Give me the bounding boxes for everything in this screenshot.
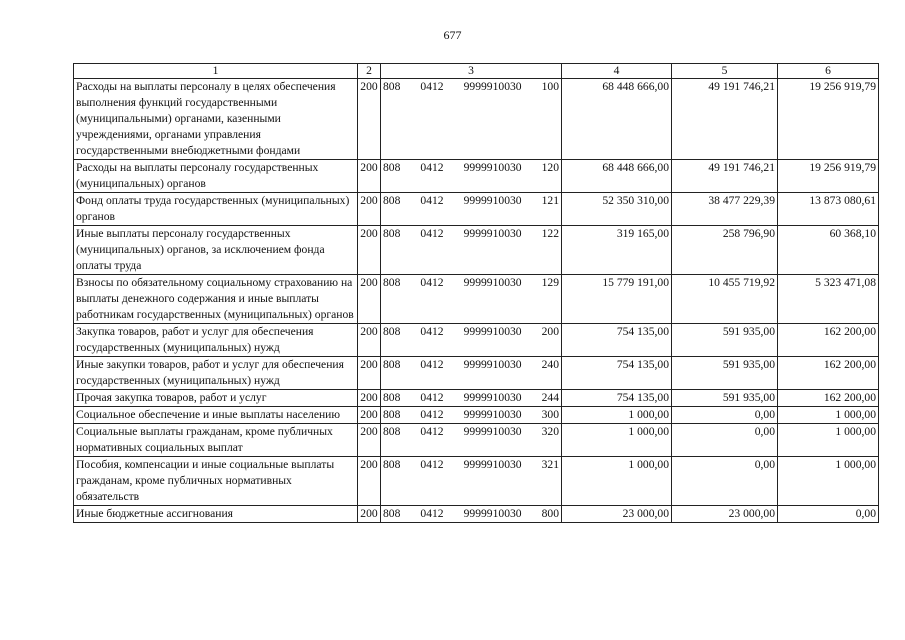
row-value-col5: 23 000,00: [672, 506, 778, 523]
table-row: [74, 160, 879, 193]
table-row: [74, 79, 879, 160]
expense-type-code: 121: [541, 194, 559, 207]
row-value-col4: 754 135,00: [562, 390, 672, 407]
ved-code: 808: [383, 507, 401, 520]
row-value-col5: 591 935,00: [672, 390, 778, 407]
section-code: 0412: [420, 358, 444, 371]
budget-table: [73, 63, 879, 523]
expense-type-code: 129: [541, 276, 559, 289]
expense-type-code: 244: [541, 391, 559, 404]
row-description: Прочая закупка товаров, работ и услуг: [74, 390, 358, 407]
row-value-col5: 0,00: [672, 424, 778, 457]
row-budget-classification: [381, 193, 562, 226]
row-description: Расходы на выплаты персоналу в целях обеспечения выполнения функций государственными (муниципальными) органами, казенными учреждениями, органами управления государственными внебюджетными фондами: [74, 79, 358, 160]
row-code-200: 200: [358, 226, 381, 275]
ved-code: 808: [383, 276, 401, 289]
ved-code: 808: [383, 325, 401, 338]
row-budget-classification: [381, 79, 562, 160]
table-row: [74, 193, 879, 226]
ved-code: 808: [383, 161, 401, 174]
row-code-200: 200: [358, 424, 381, 457]
row-budget-classification: [381, 390, 562, 407]
target-article-code: 9999910030: [463, 194, 522, 207]
section-code: 0412: [420, 325, 444, 338]
table-row: [74, 357, 879, 390]
section-code: 0412: [420, 227, 444, 240]
row-value-col6: 19 256 919,79: [778, 160, 879, 193]
ved-code: 808: [383, 458, 401, 471]
row-code-200: 200: [358, 506, 381, 523]
header-row: [74, 64, 879, 79]
target-article-code: 9999910030: [463, 408, 522, 421]
table-row: [74, 407, 879, 424]
section-code: 0412: [420, 80, 444, 93]
row-description: Иные закупки товаров, работ и услуг для обеспечения государственных (муниципальных) нужд: [74, 357, 358, 390]
expense-type-code: 100: [541, 80, 559, 93]
expense-type-code: 800: [541, 507, 559, 520]
row-value-col5: 591 935,00: [672, 324, 778, 357]
row-budget-classification: [381, 324, 562, 357]
row-budget-classification: [381, 506, 562, 523]
row-description: Взносы по обязательному социальному страхованию на выплаты денежного содержания и иные выплаты работникам государственных (муниципальных) органов: [74, 275, 358, 324]
row-value-col6: 13 873 080,61: [778, 193, 879, 226]
row-description: Социальные выплаты гражданам, кроме публичных нормативных социальных выплат: [74, 424, 358, 457]
row-value-col6: 19 256 919,79: [778, 79, 879, 160]
row-code-200: 200: [358, 407, 381, 424]
section-code: 0412: [420, 507, 444, 520]
row-value-col4: 1 000,00: [562, 457, 672, 506]
row-description: Закупка товаров, работ и услуг для обеспечения государственных (муниципальных) нужд: [74, 324, 358, 357]
row-value-col5: 49 191 746,21: [672, 79, 778, 160]
row-code-200: 200: [358, 457, 381, 506]
row-description: Пособия, компенсации и иные социальные выплаты гражданам, кроме публичных нормативных обязательств: [74, 457, 358, 506]
row-value-col4: 68 448 666,00: [562, 160, 672, 193]
section-code: 0412: [420, 425, 444, 438]
target-article-code: 9999910030: [463, 507, 522, 520]
row-value-col4: 1 000,00: [562, 424, 672, 457]
row-value-col6: 162 200,00: [778, 390, 879, 407]
expense-type-code: 122: [541, 227, 559, 240]
row-value-col4: 319 165,00: [562, 226, 672, 275]
row-code-200: 200: [358, 390, 381, 407]
row-value-col6: 162 200,00: [778, 324, 879, 357]
expense-type-code: 200: [541, 325, 559, 338]
target-article-code: 9999910030: [463, 358, 522, 371]
row-code-200: 200: [358, 275, 381, 324]
section-code: 0412: [420, 194, 444, 207]
row-value-col4: 23 000,00: [562, 506, 672, 523]
expense-type-code: 300: [541, 408, 559, 421]
row-value-col6: 60 368,10: [778, 226, 879, 275]
row-budget-classification: [381, 424, 562, 457]
row-budget-classification: [381, 226, 562, 275]
ved-code: 808: [383, 408, 401, 421]
row-description: Иные бюджетные ассигнования: [74, 506, 358, 523]
header-cell-4: 4: [562, 64, 672, 79]
expense-type-code: 320: [541, 425, 559, 438]
row-value-col5: 38 477 229,39: [672, 193, 778, 226]
row-budget-classification: [381, 457, 562, 506]
row-code-200: 200: [358, 324, 381, 357]
expense-type-code: 321: [541, 458, 559, 471]
table-row: [74, 226, 879, 275]
target-article-code: 9999910030: [463, 391, 522, 404]
expense-type-code: 240: [541, 358, 559, 371]
row-value-col6: 1 000,00: [778, 407, 879, 424]
target-article-code: 9999910030: [463, 458, 522, 471]
target-article-code: 9999910030: [463, 80, 522, 93]
row-description: Расходы на выплаты персоналу государственных (муниципальных) органов: [74, 160, 358, 193]
ved-code: 808: [383, 227, 401, 240]
ved-code: 808: [383, 358, 401, 371]
row-description: Социальное обеспечение и иные выплаты населению: [74, 407, 358, 424]
row-value-col5: 10 455 719,92: [672, 275, 778, 324]
table-row: [74, 506, 879, 523]
row-value-col4: 754 135,00: [562, 357, 672, 390]
section-code: 0412: [420, 408, 444, 421]
row-value-col5: 0,00: [672, 407, 778, 424]
row-description: Иные выплаты персоналу государственных (муниципальных) органов, за исключением фонда оплаты труда: [74, 226, 358, 275]
table-row: [74, 424, 879, 457]
row-value-col6: 1 000,00: [778, 457, 879, 506]
row-value-col4: 15 779 191,00: [562, 275, 672, 324]
page-number: 677: [443, 28, 462, 42]
header-cell-6: 6: [778, 64, 879, 79]
row-value-col4: 68 448 666,00: [562, 79, 672, 160]
row-value-col4: 1 000,00: [562, 407, 672, 424]
row-budget-classification: [381, 357, 562, 390]
row-value-col4: 754 135,00: [562, 324, 672, 357]
section-code: 0412: [420, 458, 444, 471]
header-cell-5: 5: [672, 64, 778, 79]
ved-code: 808: [383, 80, 401, 93]
ved-code: 808: [383, 194, 401, 207]
header-cell-1: 1: [74, 64, 358, 79]
header-cell-2: 2: [358, 64, 381, 79]
row-code-200: 200: [358, 193, 381, 226]
row-value-col5: 591 935,00: [672, 357, 778, 390]
section-code: 0412: [420, 391, 444, 404]
target-article-code: 9999910030: [463, 276, 522, 289]
header-cell-3: 3: [381, 64, 562, 79]
target-article-code: 9999910030: [463, 227, 522, 240]
row-code-200: 200: [358, 79, 381, 160]
table-row: [74, 324, 879, 357]
section-code: 0412: [420, 161, 444, 174]
table-row: [74, 275, 879, 324]
ved-code: 808: [383, 391, 401, 404]
target-article-code: 9999910030: [463, 325, 522, 338]
target-article-code: 9999910030: [463, 161, 522, 174]
row-budget-classification: [381, 407, 562, 424]
row-value-col5: 0,00: [672, 457, 778, 506]
row-budget-classification: [381, 275, 562, 324]
row-description: Фонд оплаты труда государственных (муниципальных) органов: [74, 193, 358, 226]
table-body: [74, 79, 879, 523]
row-value-col6: 1 000,00: [778, 424, 879, 457]
row-value-col4: 52 350 310,00: [562, 193, 672, 226]
table-row: [74, 457, 879, 506]
section-code: 0412: [420, 276, 444, 289]
target-article-code: 9999910030: [463, 425, 522, 438]
row-budget-classification: [381, 160, 562, 193]
row-value-col6: 0,00: [778, 506, 879, 523]
expense-type-code: 120: [541, 161, 559, 174]
ved-code: 808: [383, 425, 401, 438]
row-value-col5: 49 191 746,21: [672, 160, 778, 193]
row-value-col6: 5 323 471,08: [778, 275, 879, 324]
row-code-200: 200: [358, 357, 381, 390]
table-row: [74, 390, 879, 407]
row-value-col5: 258 796,90: [672, 226, 778, 275]
row-code-200: 200: [358, 160, 381, 193]
row-value-col6: 162 200,00: [778, 357, 879, 390]
